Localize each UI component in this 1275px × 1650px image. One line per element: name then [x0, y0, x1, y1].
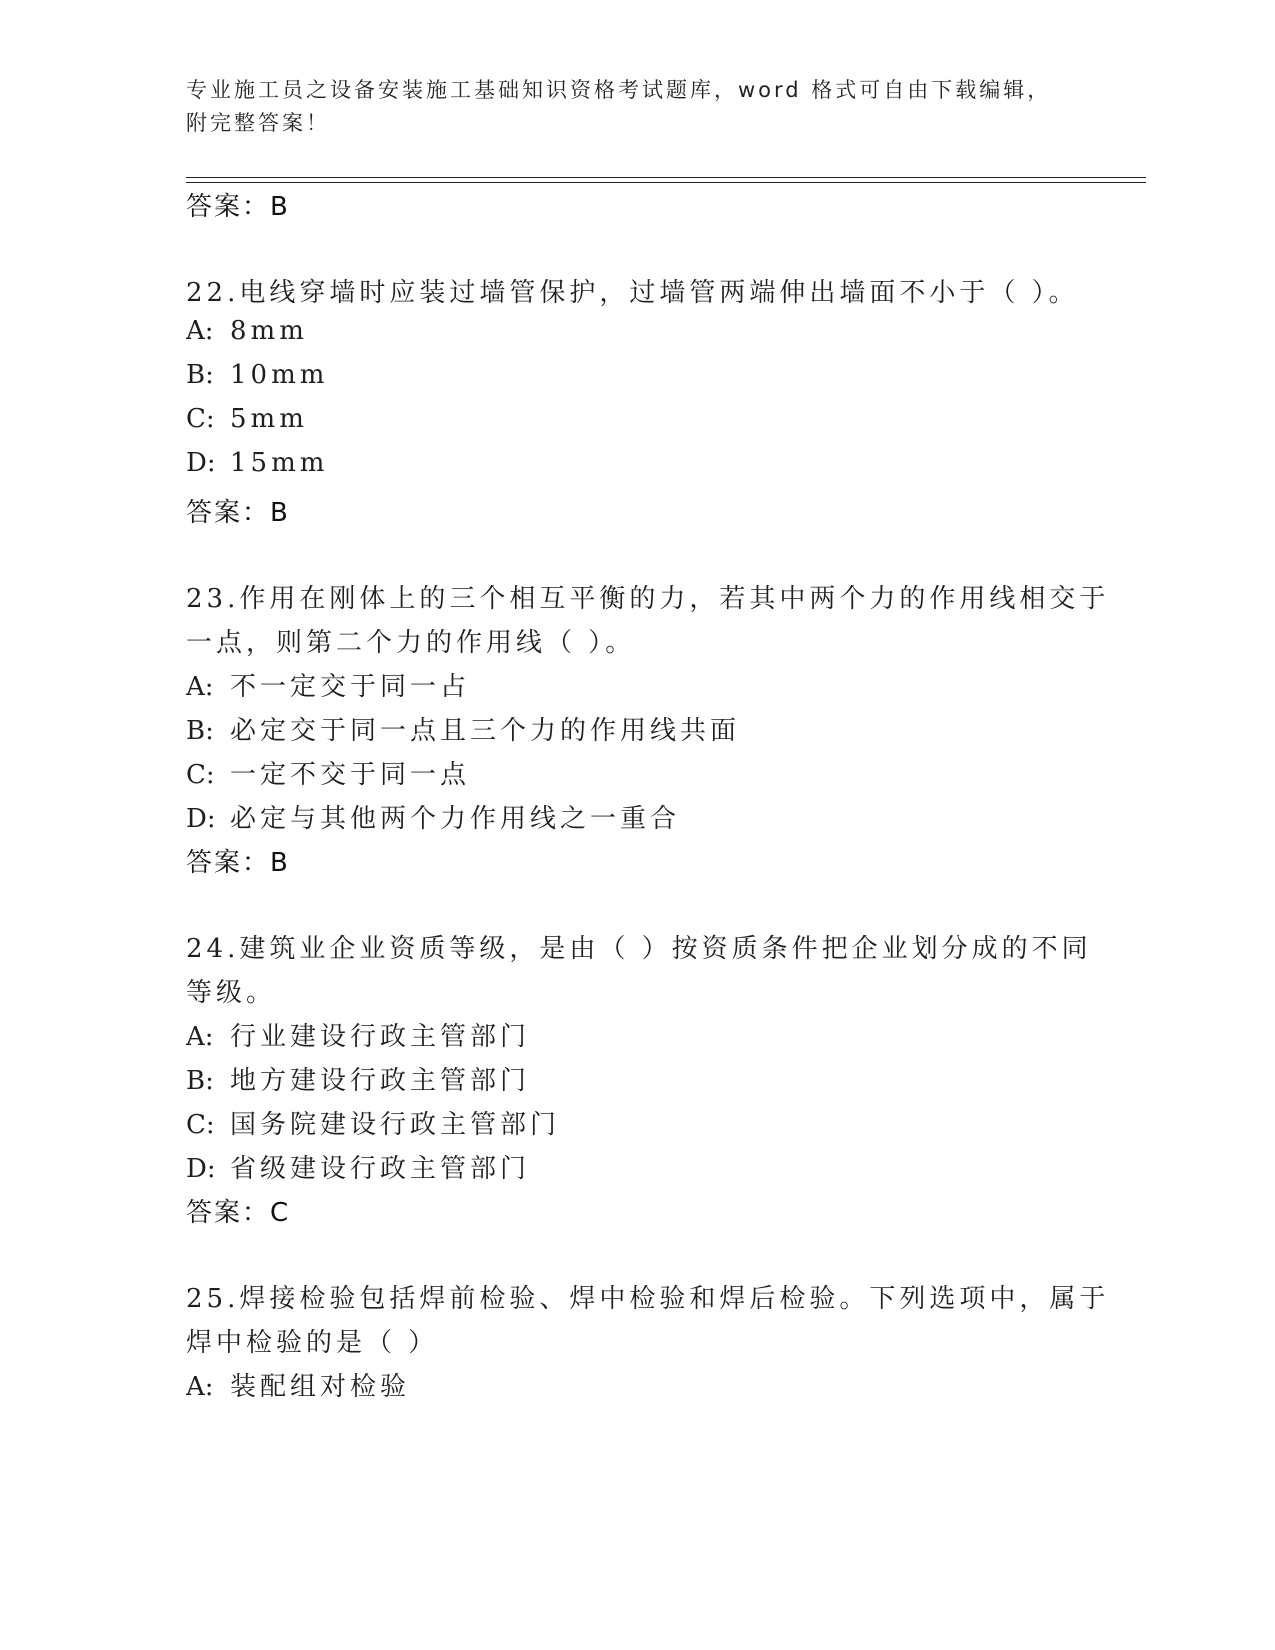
header-line-2: 附完整答案！: [186, 111, 330, 135]
option-text: 省级建设行政主管部门: [230, 1154, 531, 1184]
q23-option-a: [186, 666, 470, 703]
q23-option-b: [186, 710, 740, 747]
q22-option-d: [186, 448, 328, 478]
q23-answer: 答案：B: [186, 848, 290, 878]
option-letter: D:: [186, 448, 216, 478]
header-line-1: 专业施工员之设备安装施工基础知识资格考试题库，word 格式可自由下载编辑，: [186, 78, 1052, 102]
option-letter: A:: [186, 672, 214, 702]
option-letter: C:: [186, 1110, 215, 1140]
q24-option-b: [186, 1060, 530, 1097]
option-text: 15mm: [230, 448, 329, 478]
q23-stem-line-2: 一点，则第二个力的作用线（ ）。: [186, 628, 636, 658]
q22-stem: 22.电线穿墙时应装过墙管保护，过墙管两端伸出墙面不小于（ ）。: [186, 278, 1079, 308]
option-text: 地方建设行政主管部门: [230, 1066, 531, 1096]
q24-answer: 答案：C: [186, 1198, 291, 1228]
option-letter: C:: [186, 404, 215, 434]
header-divider-bottom: [186, 182, 1146, 183]
q22-answer: 答案：B: [186, 498, 290, 528]
q24-stem-line-2: 等级。: [186, 978, 277, 1008]
option-text: 装配组对检验: [230, 1372, 411, 1402]
option-letter: B:: [186, 716, 214, 746]
option-letter: B:: [186, 360, 214, 390]
option-text: 8mm: [230, 316, 308, 346]
q24-option-c: [186, 1104, 560, 1141]
option-text: 5mm: [230, 404, 308, 434]
q23-stem-line-1: 23.作用在刚体上的三个相互平衡的力，若其中两个力的作用线相交于: [186, 584, 1110, 614]
q25-option-a: [186, 1366, 410, 1403]
option-letter: C:: [186, 760, 215, 790]
q24-option-d: [186, 1148, 530, 1185]
q23-option-c: [186, 754, 470, 791]
q22-option-a: [186, 316, 308, 346]
header-divider-top: [186, 177, 1146, 178]
option-letter: A:: [186, 1022, 214, 1052]
q22-option-c: [186, 404, 308, 434]
option-text: 行业建设行政主管部门: [230, 1022, 531, 1052]
q23-option-d: [186, 798, 680, 835]
option-text: 必定交于同一点且三个力的作用线共面: [230, 716, 741, 746]
q24-option-a: [186, 1016, 530, 1053]
option-letter: A:: [186, 316, 214, 346]
option-letter: B:: [186, 1066, 214, 1096]
option-text: 国务院建设行政主管部门: [230, 1110, 561, 1140]
option-text: 10mm: [230, 360, 329, 390]
q24-stem-line-1: 24.建筑业企业资质等级，是由（ ）按资质条件把企业划分成的不同: [186, 934, 1092, 964]
option-letter: A:: [186, 1372, 214, 1402]
option-text: 必定与其他两个力作用线之一重合: [230, 804, 681, 834]
q22-option-b: [186, 360, 328, 390]
option-text: 不一定交于同一占: [230, 672, 471, 702]
q25-stem-line-2: 焊中检验的是（ ）: [186, 1328, 439, 1358]
document-header: [186, 74, 1066, 140]
q25-stem-line-1: 25.焊接检验包括焊前检验、焊中检验和焊后检验。下列选项中，属于: [186, 1284, 1110, 1314]
option-letter: D:: [186, 804, 216, 834]
q21-answer: 答案：B: [186, 192, 290, 222]
option-text: 一定不交于同一点: [230, 760, 471, 790]
option-letter: D:: [186, 1154, 216, 1184]
